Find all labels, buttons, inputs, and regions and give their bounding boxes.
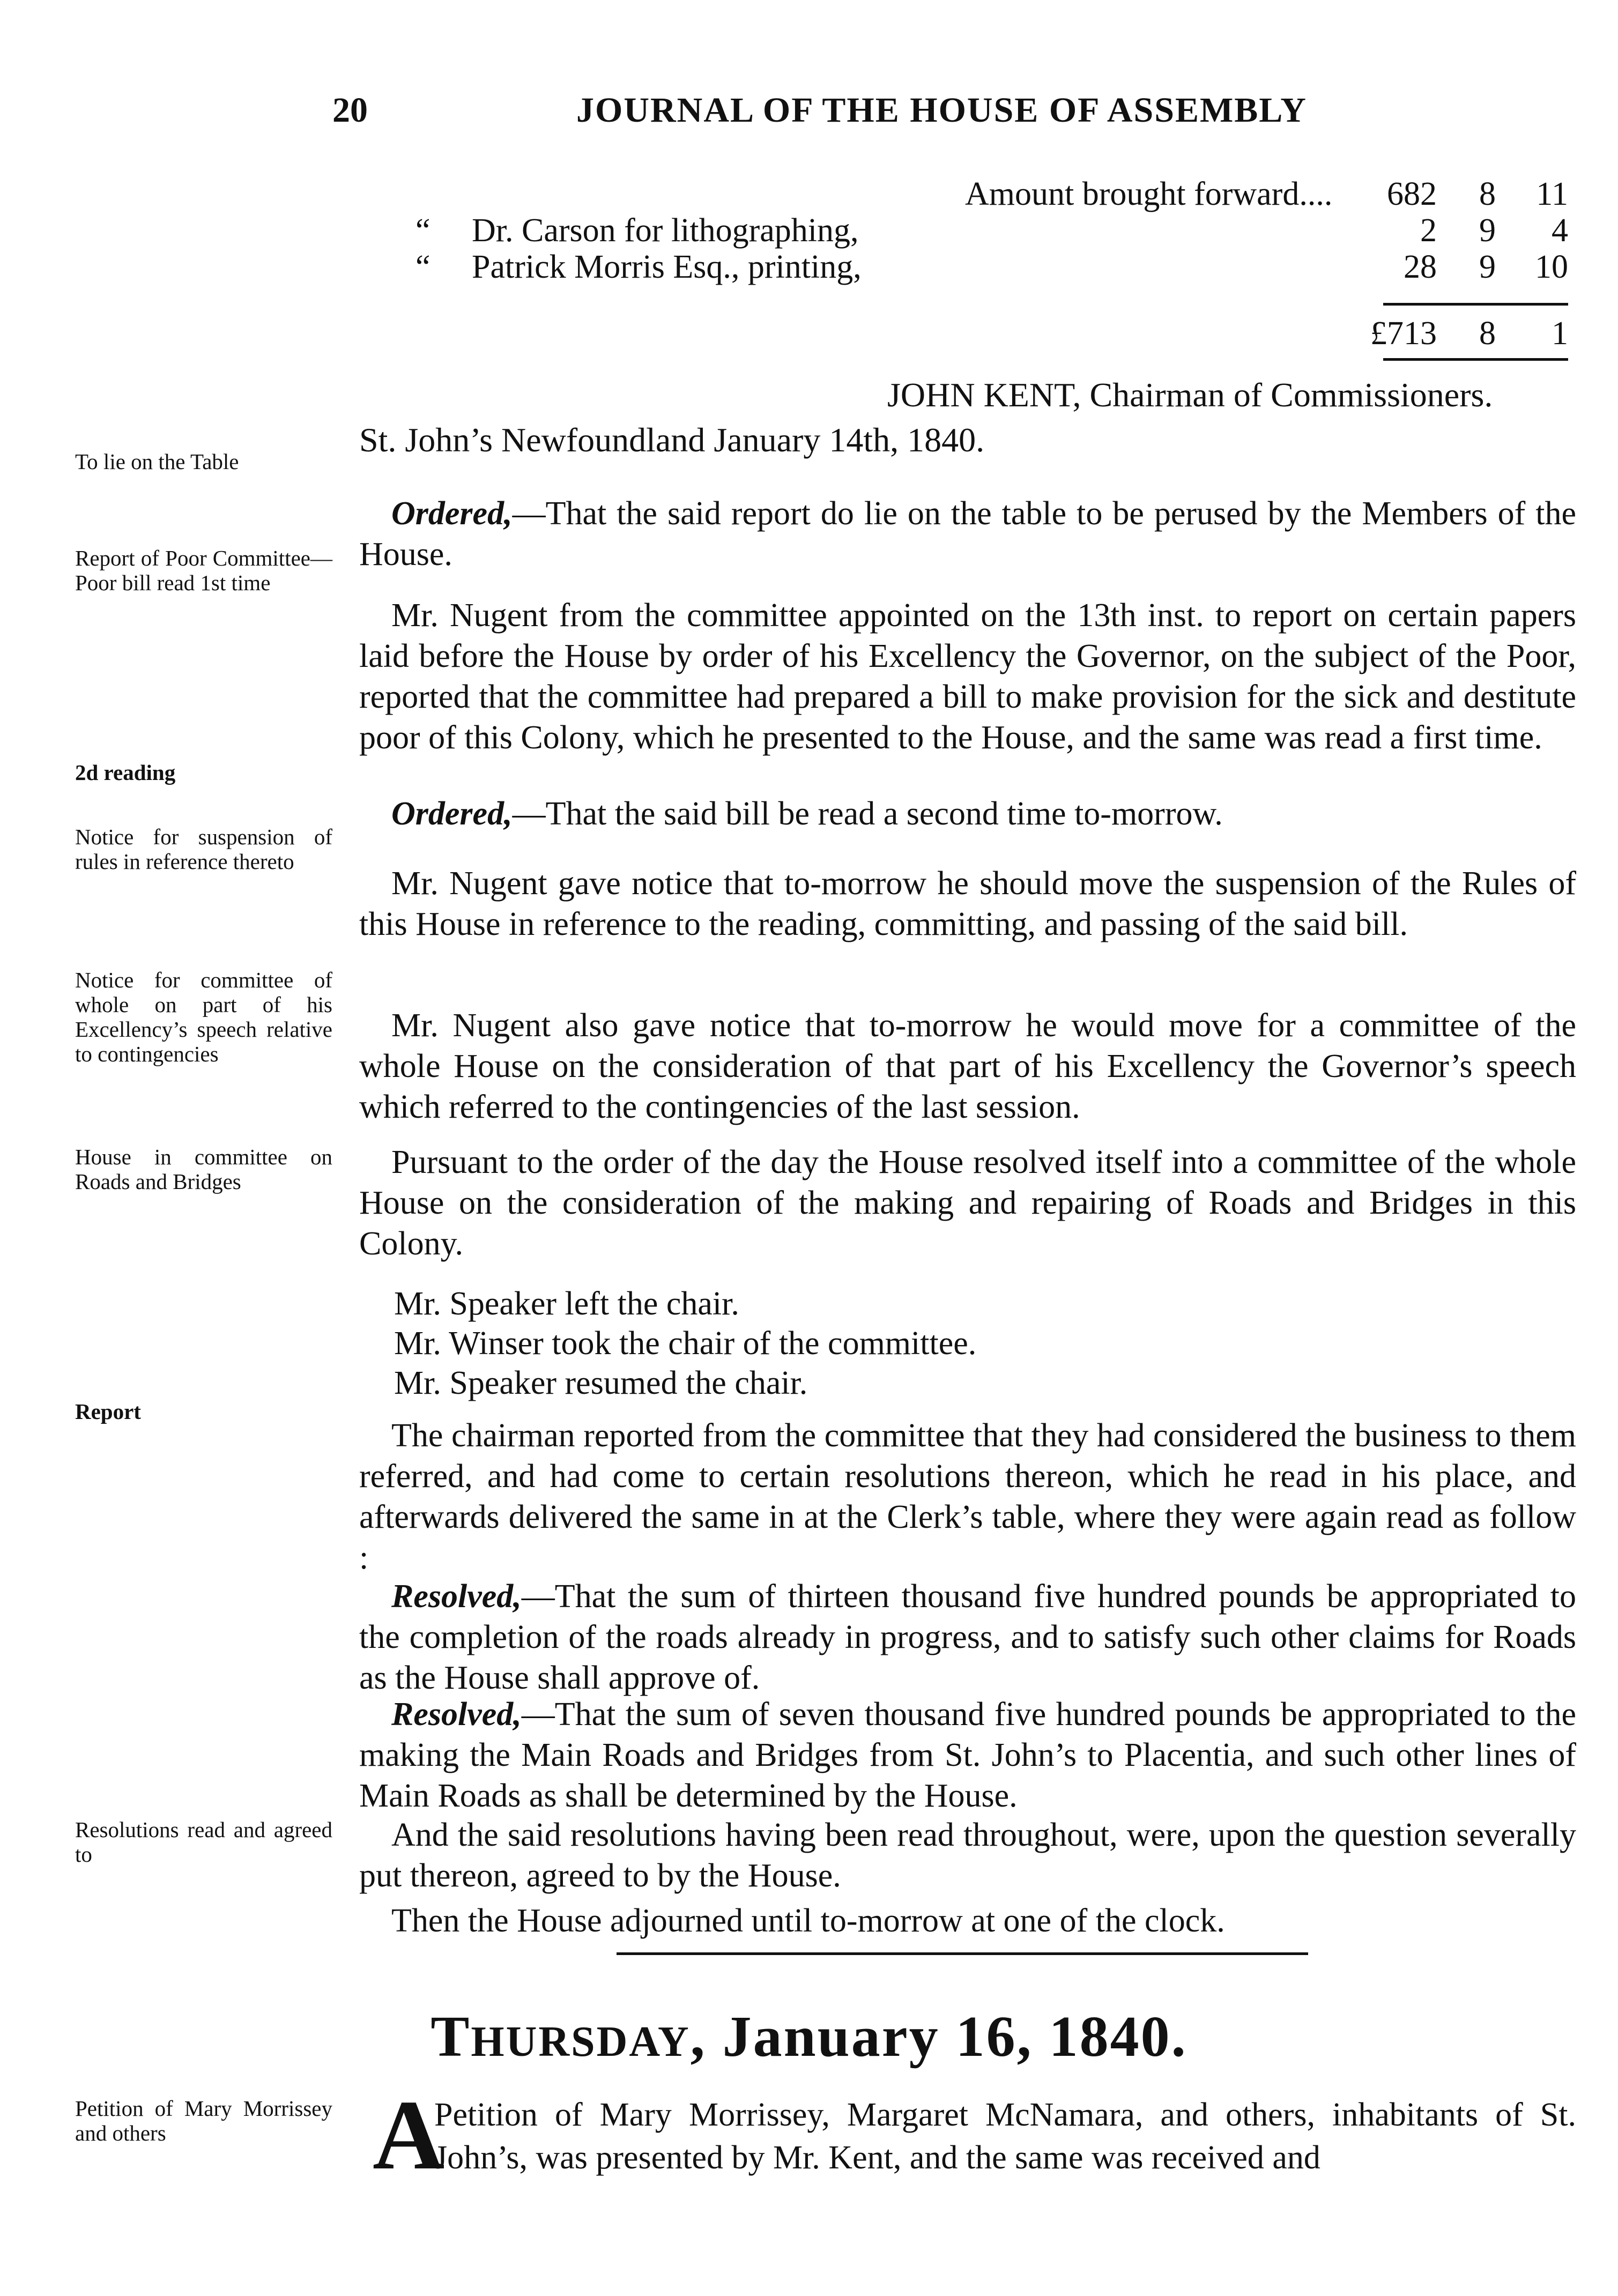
paragraph-poor-report: Mr. Nugent from the committee appointed on the 13th inst. to report on certain papers laid before the House by order of his Excellency the Governor, on the subject of the Poor, reported that the committee had prepared a bill to make provision for the sick and destitute poor of this Colony, which he presented to the House, and the same was read a first time.	[359, 597, 1576, 756]
paragraph-petition: Petition of Mary Morrissey, Margaret McNamara, and others, inhabitants of St. John’s, was presented by Mr. Kent, and the same was received and	[434, 2097, 1576, 2176]
chair-proceedings	[394, 1284, 976, 1403]
ditto-mark: “	[415, 212, 431, 249]
total-shillings: 8	[1479, 315, 1496, 352]
margin-note: House in committee on Roads and Bridges	[75, 1145, 332, 1194]
page-number: 20	[332, 91, 368, 130]
paragraph-committee-notice: Mr. Nugent also gave notice that to-morrow he would move for a committee of the whole House on the consideration of that part of his Excellency the Governor’s speech which referred to the contingencies of the last session.	[359, 1007, 1576, 1125]
sum-rule-bottom	[1383, 358, 1568, 361]
chair-line: Mr. Speaker resumed the chair.	[394, 1365, 808, 1401]
section-divider	[617, 1952, 1308, 1955]
margin-note: Resolutions read and agreed to	[75, 1817, 332, 1867]
amount-shillings: 8	[1479, 176, 1496, 212]
margin-note: Notice for suspension of rules in reference thereto	[75, 824, 332, 874]
day-small-caps: HURSDAY	[471, 2018, 691, 2065]
day-heading	[0, 2004, 1618, 2070]
account-item-label: Dr. Carson for lithographing,	[472, 212, 859, 249]
paragraph-lead: Ordered,	[391, 495, 513, 532]
signature: JOHN KENT, Chairman of Commissioners.	[887, 376, 1493, 414]
amount-pounds: 682	[1387, 176, 1437, 212]
resolution-text: —That the sum of thirteen thousand five hundred pounds be appropriated to the completion of the roads already in progress, and to satisfy such other claims for Roads as the House shall approve of.	[359, 1578, 1576, 1696]
drop-cap: A	[373, 2080, 445, 2190]
paragraph-text: —That the said bill be read a second time to-morrow.	[512, 796, 1223, 832]
amount-pence: 11	[1536, 176, 1568, 212]
paragraph-text: —That the said report do lie on the table to be perused by the Members of the House.	[359, 495, 1576, 573]
margin-note: To lie on the Table	[75, 449, 239, 474]
account-item-label: Patrick Morris Esq., printing,	[472, 249, 862, 285]
amount-pence: 4	[1552, 212, 1568, 249]
paragraph-resolutions-agreed: And the said resolutions having been read throughout, were, upon the question severally put thereon, agreed to by the House.	[359, 1817, 1576, 1894]
account-row-total	[0, 311, 1618, 356]
account-row-morris	[0, 244, 1618, 289]
total-pounds: £713	[1370, 315, 1437, 352]
dateline: St. John’s Newfoundland January 14th, 1840.	[359, 421, 985, 459]
margin-note: 2d reading	[75, 760, 176, 785]
day-date: , January 16, 1840.	[690, 2005, 1187, 2069]
paragraph-chairman-report: The chairman reported from the committee that they had considered the business to them referred, and had come to certain resolutions thereon, which he read in his place, and afterwards delivered the same in at the Clerk’s table, where they were again read as follow :	[359, 1417, 1576, 1576]
paragraph-second-reading	[359, 793, 1576, 834]
chair-line: Mr. Winser took the chair of the committee.	[394, 1325, 977, 1362]
ditto-mark: “	[415, 249, 431, 285]
resolution-1	[359, 1576, 1576, 1698]
margin-note: Report of Poor Committee—Poor bill read 1st time	[75, 546, 332, 595]
amount-pounds: 28	[1404, 249, 1437, 285]
resolution-lead: Resolved,	[391, 1578, 522, 1615]
amount-shillings: 9	[1479, 249, 1496, 285]
total-pence: 1	[1552, 315, 1568, 352]
margin-note: Petition of Mary Morrissey and others	[75, 2096, 332, 2145]
paragraph-adjourned: Then the House adjourned until to-morrow at one of the clock.	[391, 1903, 1225, 1939]
paragraph-suspension-notice: Mr. Nugent gave notice that to-morrow he should move the suspension of the Rules of this House in reference to the reading, committing, and passing of the said bill.	[359, 865, 1576, 942]
paragraph-roads-committee: Pursuant to the order of the day the House resolved itself into a committee of the whole House on the consideration of the making and repairing of Roads and Bridges in this Colony.	[359, 1144, 1576, 1262]
amount-pounds: 2	[1420, 212, 1437, 249]
amount-shillings: 9	[1479, 212, 1496, 249]
resolution-2	[359, 1694, 1576, 1816]
margin-note: Report	[75, 1399, 141, 1424]
paragraph-lead: Ordered,	[391, 796, 513, 832]
resolution-text: —That the sum of seven thousand five hundred pounds be appropriated to the making the Main Roads and Bridges from St. John’s to Placentia, and such other lines of Main Roads as shall be determined by the House.	[359, 1696, 1576, 1814]
brought-forward-label: Amount brought forward....	[965, 176, 1333, 212]
paragraph-ordered-table	[359, 493, 1576, 575]
margin-note: Notice for committee of whole on part of his Excellency’s speech relative to contingencies	[75, 968, 332, 1066]
chair-line: Mr. Speaker left the chair.	[394, 1286, 739, 1322]
running-title: JOURNAL OF THE HOUSE OF ASSEMBLY	[576, 91, 1307, 130]
resolution-lead: Resolved,	[391, 1696, 522, 1733]
amount-pence: 10	[1535, 249, 1568, 285]
day-initial: T	[431, 2005, 471, 2069]
sum-rule-top	[1383, 303, 1568, 306]
